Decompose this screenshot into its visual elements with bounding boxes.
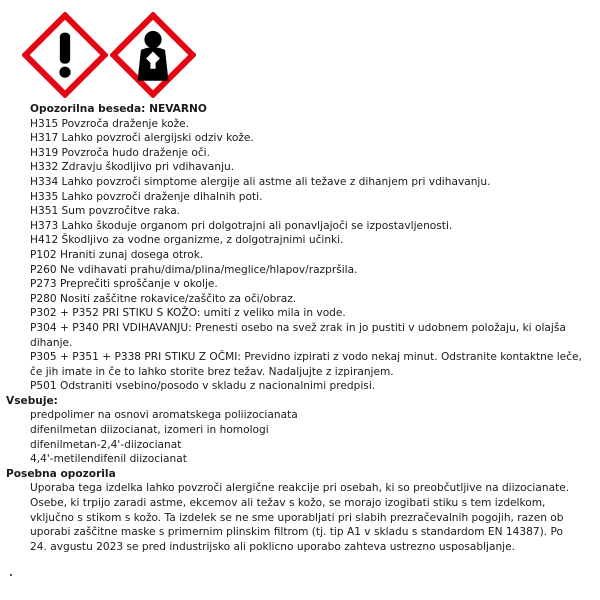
statement-h334: H334 Lahko povzroči simptome alergije ali astme ali težave z dihanjem pri vdihavanju. [30,175,491,188]
statement-h317: H317 Lahko povzroči alergijski odziv kože. [30,132,254,145]
statement-p501: P501 Odstraniti vsebino/posodo v skladu z nacionalnimi predpisi. [30,380,376,393]
statement-h315: H315 Povzroča draženje kože. [30,117,190,130]
statement-p260: P260 Ne vdihavati prahu/dima/plina/meglice/hlapov/razpršila. [30,263,358,276]
statement-h332: H332 Zdravju škodljivo pri vdihavanju. [30,161,235,174]
statement-h351: H351 Sum povzročitve raka. [30,205,181,218]
statement-h412: H412 Škodljivo za vodne organizme, z dolgotrajnimi učinki. [30,234,344,247]
hazard-statements [0,102,600,394]
statement-p280: P280 Nositi zaščitne rokavice/zaščito za oči/obraz. [30,292,297,305]
signal-word: Opozorilna beseda: NEVARNO [30,103,207,115]
statement-h373: H373 Lahko škoduje organom pri dolgotrajni ali ponavljajoči se izpostavljenosti. [30,219,453,232]
statement-p305-p351-p338: P305 + P351 + P338 PRI STIKU Z OČMI: Previdno izpirati z vodo nekaj minut. Odstranite kontaktne leče, če jih imate in če to lahko storite brez težav. Nadaljujte z izpiranjem. [30,351,582,378]
exclamation-mark-pictogram-icon [22,12,108,98]
health-hazard-pictogram-icon [110,12,196,98]
special-warning-text: Uporaba tega izdelka lahko povzroči alergične reakcije pri osebah, ki so preobčutljive na diizocianate. Osebe, ki trpijo zaradi astme, ekcemov ali težav s kožo, se morajo izogibati stiku s tem izdelkom, vključno s stikom s kožo. Ta izdelek se ne sme uporabljati pri slabih prezračevalnih pogojih, razen ob uporabi zaščitne maske s primernim plinskim filtrom (tj. tip A1 v skladu s standardom EN 14387). Po 24. avgustu 2023 se pred industrijsko ali poklicno uporabo zahteva ustrezno usposabljanje. [30,482,570,553]
hazard-pictograms [22,12,196,98]
contains-item: difenilmetan diizocianat, izomeri in homologi [30,424,269,437]
contains-list [0,408,600,466]
contains-item: 4,4'-metilendifenil diizocianat [30,453,187,466]
statement-p273: P273 Preprečiti sproščanje v okolje. [30,278,218,291]
statement-p304-p340: P304 + P340 PRI VDIHAVANJU: Prenesti osebo na svež zrak in jo pustiti v udobnem položaju, ki olajša dihanje. [30,321,566,349]
statement-h319: H319 Povzroča hudo draženje oči. [30,146,210,159]
statement-p102: P102 Hraniti zunaj dosega otrok. [30,248,204,261]
contains-item: difenilmetan-2,4'-diizocianat [30,438,182,451]
stray-dot [10,574,12,576]
label-document [0,102,600,554]
statement-p302-p352: P302 + P352 PRI STIKU S KOŽO: umiti z veliko mila in vode. [30,307,346,320]
contains-item: predpolimer na osnovi aromatskega poliizocianata [30,409,298,422]
special-warning-title: Posebna opozorila [6,467,116,480]
statement-h335: H335 Lahko povzroči draženje dihalnih poti. [30,190,263,203]
contains-title: Vsebuje: [6,394,58,407]
